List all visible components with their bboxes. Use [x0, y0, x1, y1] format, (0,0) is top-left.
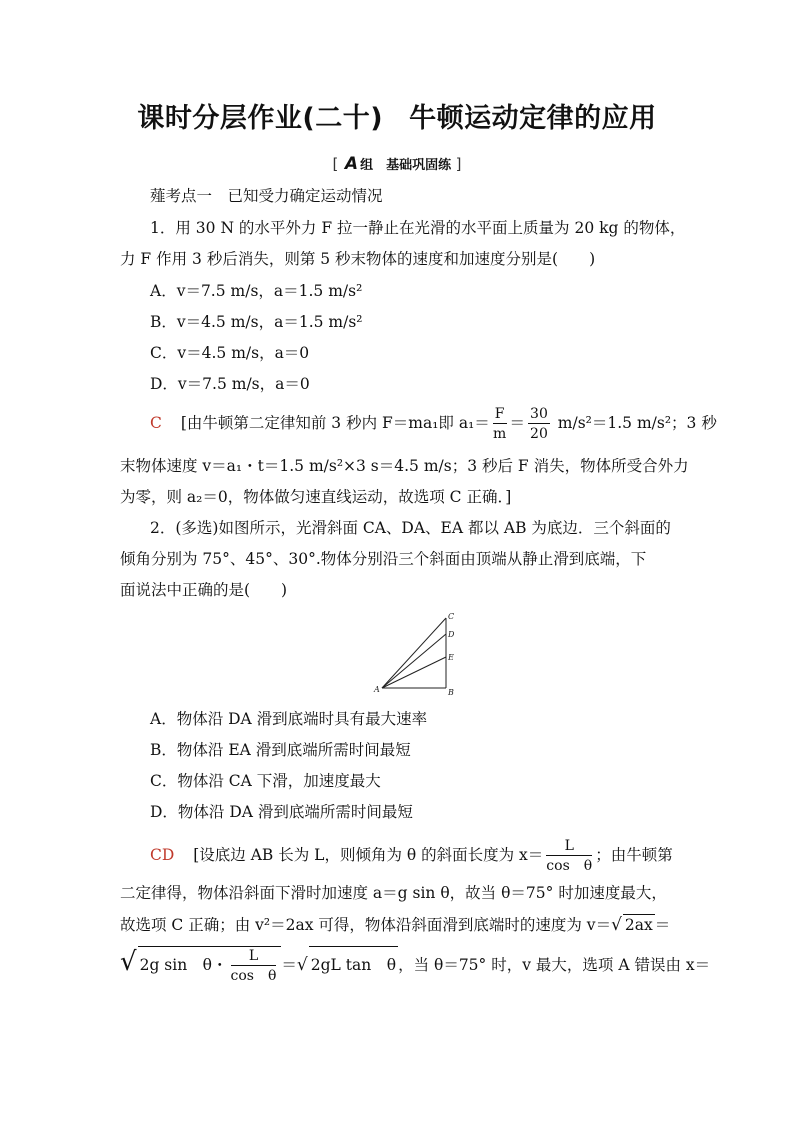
- incline-diagram: [368, 606, 468, 698]
- q1-option-b: B．v＝4.5 m/s，a＝1.5 m/s²: [150, 313, 363, 331]
- q2-option-c: C．物体沿 CA 下滑，加速度最大: [150, 772, 381, 790]
- q1-fraction-f-over-m: [493, 407, 507, 441]
- q2-explanation-line2: 二定律得，物体沿斜面下滑时加速度 a＝g sin θ，故当 θ＝75° 时加速度最大，: [120, 884, 667, 902]
- page-title: [0, 96, 794, 135]
- sqrt-2ax: 2ax: [624, 916, 653, 934]
- q1-eq: ＝: [509, 414, 526, 432]
- q1-fraction-30-over-20: [528, 407, 550, 441]
- q1-option-d: D．v＝7.5 m/s，a＝0: [150, 375, 310, 393]
- frac-numerator: 30: [530, 406, 548, 422]
- q1-explanation-line2: 末物体速度 v＝a₁・t＝1.5 m/s²×3 s＝4.5 m/s；3 秒后 F 消失，物体所受合外力: [120, 457, 689, 475]
- group-label: 组 基础巩固练: [360, 158, 452, 173]
- group-header: [0, 154, 794, 174]
- label-c: C: [448, 612, 455, 621]
- sqrt-2gl-tan: 2gL tan θ: [309, 946, 398, 983]
- sqrt-expression: [138, 946, 282, 983]
- frac-denominator: m: [493, 426, 507, 442]
- q2-option-a: A．物体沿 DA 滑到底端时具有最大速率: [150, 710, 428, 728]
- title-part2: 牛顿运动定律的应用: [409, 103, 657, 134]
- q2-explanation-line4: [120, 944, 710, 983]
- q2-text-line1: 2．(多选)如图所示，光滑斜面 CA、DA、EA 都以 AB 为底边．三个斜面的: [150, 519, 671, 537]
- label-b: B: [448, 688, 454, 697]
- label-a: A: [374, 685, 380, 694]
- sqrt-symbol: √: [296, 955, 308, 975]
- incline-diagram-svg: [368, 606, 468, 698]
- q2-explain-line3a: 故选项 C 正确；由 v²＝2ax 可得，物体沿斜面滑到底端时的速度为 v＝: [120, 916, 612, 934]
- q2-answer: CD: [150, 846, 175, 864]
- q1-explanation-line1: [150, 406, 717, 441]
- group-open-bracket: [: [332, 155, 339, 173]
- q2-text-line2: 倾角分别为 75°、45°、30°.物体分别沿三个斜面由顶端从静止滑到底端，下: [120, 550, 647, 568]
- group-close-bracket: ]: [455, 155, 462, 173]
- frac-denominator: cos θ: [230, 968, 277, 984]
- title-part1: 课时分层作业(二十): [137, 103, 384, 134]
- q1-option-c: C．v＝4.5 m/s，a＝0: [150, 344, 310, 362]
- q1-option-a: A．v＝7.5 m/s，a＝1.5 m/s²: [150, 282, 363, 300]
- slope-ca: [382, 618, 446, 688]
- q1-explain-part2: m/s²＝1.5 m/s²；3 秒: [552, 414, 717, 432]
- q2-explain-part1: [设底边 AB 长为 L，则倾角为 θ 的斜面长度为 x＝: [193, 846, 544, 864]
- q2-explanation-line3: [120, 914, 670, 935]
- frac-numerator: L: [231, 949, 277, 966]
- q1-answer: C: [150, 414, 162, 432]
- topic-heading: 薤考点一 已知受力确定运动情况: [150, 187, 383, 205]
- q2-fraction-l-over-cos: [546, 839, 592, 873]
- q1-text-line1: 1．用 30 N 的水平外力 F 拉一静止在光滑的水平面上质量为 20 kg 的物体，: [150, 219, 686, 237]
- frac-denominator: cos θ: [546, 858, 593, 874]
- q2-explain-line3b: ＝: [654, 916, 671, 934]
- q2-option-d: D．物体沿 DA 滑到底端所需时间最短: [150, 803, 413, 821]
- q2-text-line3: 面说法中正确的是( ): [120, 581, 288, 599]
- q2-explain-part2: ；由牛顿第: [595, 846, 673, 864]
- q1-explain-part1: [由牛顿第二定律知前 3 秒内 F＝ma₁即 a₁＝: [180, 414, 490, 432]
- frac-numerator: F: [494, 406, 505, 422]
- label-d: D: [448, 630, 455, 639]
- group-letter-icon: A: [344, 154, 359, 174]
- sqrt-symbol: √: [120, 947, 137, 977]
- q1-explanation-line3: 为零，则 a₂＝0，物体做匀速直线运动，故选项 C 正确．]: [120, 488, 512, 506]
- q1-text-line2: 力 F 作用 3 秒后消失，则第 5 秒末物体的速度和加速度分别是( ): [120, 250, 596, 268]
- sqrt-symbol: √: [611, 915, 622, 935]
- q2-explanation-line1: [150, 838, 673, 873]
- frac-numerator: L: [546, 839, 592, 856]
- q2-eq2: ＝: [281, 956, 297, 974]
- q2-fraction-l-over-cos-2: [231, 949, 277, 983]
- q2-option-b: B．物体沿 EA 滑到底端所需时间最短: [150, 741, 411, 759]
- q2-explain-line4b: ，当 θ＝75° 时，v 最大，选项 A 错误由 x＝: [398, 956, 711, 974]
- label-e: E: [448, 653, 454, 662]
- frac-denominator: 20: [530, 426, 548, 442]
- slope-da: [382, 634, 446, 688]
- sqrt-inner-text: 2g sin θ・: [139, 956, 228, 974]
